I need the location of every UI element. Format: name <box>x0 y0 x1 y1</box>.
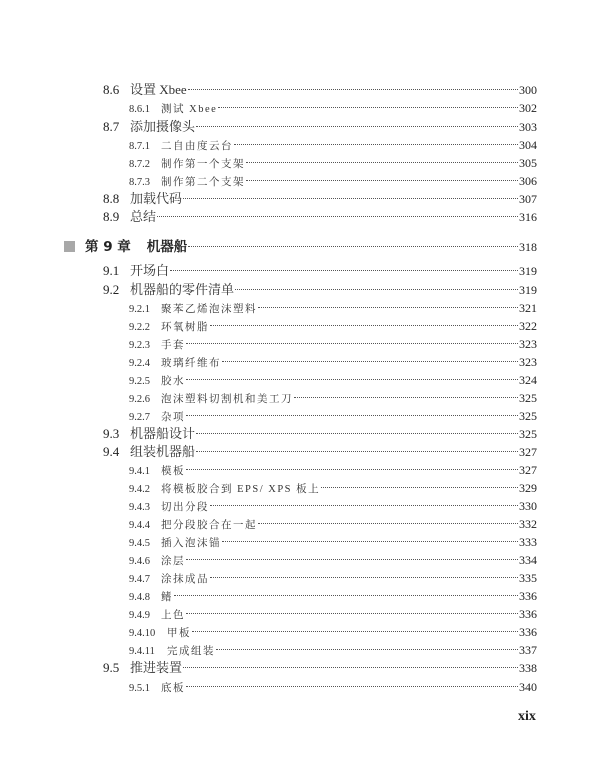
page-number: 327 <box>519 445 537 459</box>
dot-leader <box>235 289 518 290</box>
page-number: 306 <box>519 174 537 188</box>
page-number: 336 <box>519 589 537 603</box>
toc-entry-9-2-2[interactable] <box>129 317 537 335</box>
page-folio: xix <box>518 709 536 724</box>
toc-chapter-9[interactable] <box>64 236 537 258</box>
page-number: 332 <box>519 517 537 531</box>
section-number: 8.7.1 <box>129 141 150 152</box>
section-number: 9.4.11 <box>129 646 155 657</box>
dot-leader <box>183 667 518 668</box>
section-title: 组装机器船 <box>130 444 196 459</box>
section-number: 9.1 <box>103 263 120 278</box>
section-title: 环氧树脂 <box>161 322 209 333</box>
toc-entry-9-4[interactable] <box>103 443 537 461</box>
toc-entry-9-4-7[interactable] <box>129 569 537 587</box>
toc-entry-8-7[interactable] <box>103 118 537 136</box>
dot-leader <box>174 595 518 596</box>
toc-entry-9-4-11[interactable] <box>129 641 537 659</box>
dot-leader <box>210 505 518 506</box>
toc-entry-9-4-1[interactable] <box>129 461 537 479</box>
section-title: 把分段胶合在一起 <box>161 520 257 531</box>
toc-entry-9-4-10[interactable] <box>129 623 537 641</box>
section-number: 9.4.7 <box>129 574 150 585</box>
section-number: 9.2.4 <box>129 358 150 369</box>
page-number: 340 <box>519 680 537 694</box>
page-number: 325 <box>519 427 537 441</box>
toc-entry-9-4-3[interactable] <box>129 497 537 515</box>
page-number: 321 <box>519 301 537 315</box>
section-number: 9.4.3 <box>129 502 150 513</box>
page-number: 325 <box>519 409 537 423</box>
toc-entry-9-2-4[interactable] <box>129 353 537 371</box>
dot-leader <box>170 270 518 271</box>
section-number: 8.7.2 <box>129 159 150 170</box>
section-number: 9.3 <box>103 426 120 441</box>
page-number: 322 <box>519 319 537 333</box>
dot-leader <box>258 307 518 308</box>
dot-leader <box>186 686 518 687</box>
section-title: 泡沫塑料切割机和美工刀 <box>161 394 293 405</box>
section-number: 8.8 <box>103 191 120 206</box>
section-title: 机器船的零件清单 <box>130 282 235 297</box>
dot-leader <box>210 325 518 326</box>
dot-leader <box>192 631 518 632</box>
page-number: 307 <box>519 192 537 206</box>
toc-entry-8-7-3[interactable] <box>129 172 537 190</box>
toc-entry-8-9[interactable] <box>103 208 537 226</box>
section-title: 总结 <box>130 209 157 224</box>
section-number: 8.6 <box>103 82 120 97</box>
section-title: 手套 <box>161 340 185 351</box>
section-number: 9.4.6 <box>129 556 150 567</box>
chapter-number: 第 9 章 <box>85 239 131 255</box>
page-number: 325 <box>519 391 537 405</box>
section-title: 开场白 <box>130 263 170 278</box>
page-number: 336 <box>519 607 537 621</box>
section-title: 制作第二个支架 <box>161 177 245 188</box>
section-title: 模板 <box>161 466 185 477</box>
section-title: 测试 Xbee <box>161 104 218 115</box>
section-number: 9.2.6 <box>129 394 150 405</box>
section-number: 9.2.3 <box>129 340 150 351</box>
dot-leader <box>188 89 518 90</box>
page-number: 303 <box>519 120 537 134</box>
section-number: 9.2.5 <box>129 376 150 387</box>
section-title: 添加摄像头 <box>130 119 196 134</box>
toc-entry-9-2-3[interactable] <box>129 335 537 353</box>
dot-leader <box>186 469 518 470</box>
page-number: 330 <box>519 499 537 513</box>
section-title: 插入泡沫锚 <box>161 538 221 549</box>
toc-entry-9-4-2[interactable] <box>129 479 537 497</box>
page-number: 329 <box>519 481 537 495</box>
section-number: 9.4.9 <box>129 610 150 621</box>
section-title: 二自由度云台 <box>161 141 233 152</box>
section-number: 9.4.10 <box>129 628 156 639</box>
page-number: 318 <box>519 240 537 254</box>
toc-entry-9-3[interactable] <box>103 425 537 443</box>
dot-leader <box>258 523 518 524</box>
section-number: 9.4.4 <box>129 520 150 531</box>
page-number: 323 <box>519 355 537 369</box>
dot-leader <box>234 144 518 145</box>
dot-leader <box>196 433 518 434</box>
section-number: 9.4.1 <box>129 466 150 477</box>
dot-leader <box>157 216 518 217</box>
toc-entry-8-8[interactable] <box>103 190 537 208</box>
page-number: 335 <box>519 571 537 585</box>
section-number: 8.9 <box>103 209 120 224</box>
section-number: 8.7 <box>103 119 120 134</box>
section-number: 9.4.5 <box>129 538 150 549</box>
section-number: 9.2.7 <box>129 412 150 423</box>
toc-entry-8-7-1[interactable] <box>129 136 537 154</box>
dot-leader <box>218 107 518 108</box>
section-title: 切出分段 <box>161 502 209 513</box>
toc-entry-9-4-9[interactable] <box>129 605 537 623</box>
section-title: 机器船设计 <box>130 426 196 441</box>
section-title: 玻璃纤维布 <box>161 358 221 369</box>
toc-entry-9-4-8[interactable] <box>129 587 537 605</box>
section-title: 完成组装 <box>167 646 215 657</box>
section-title: 推进装置 <box>130 660 183 675</box>
toc-entry-9-4-5[interactable] <box>129 533 537 551</box>
dot-leader <box>210 577 518 578</box>
toc-entry-9-2-6[interactable] <box>129 389 537 407</box>
toc-entry-9-4-4[interactable] <box>129 515 537 533</box>
page-number: 327 <box>519 463 537 477</box>
page-number: 324 <box>519 373 537 387</box>
section-title: 聚苯乙烯泡沫塑料 <box>161 304 257 315</box>
dot-leader <box>216 649 518 650</box>
page-number: 319 <box>519 283 537 297</box>
page-number: 305 <box>519 156 537 170</box>
page-number: 319 <box>519 264 537 278</box>
dot-leader <box>222 541 518 542</box>
dot-leader <box>188 246 518 247</box>
dot-leader <box>294 397 518 398</box>
section-number: 9.5.1 <box>129 683 150 694</box>
page-number: 336 <box>519 625 537 639</box>
page-number: 300 <box>519 83 537 97</box>
page-number: 316 <box>519 210 537 224</box>
section-title: 将模板胶合到 EPS/ XPS 板上 <box>161 484 321 495</box>
page-number: 337 <box>519 643 537 657</box>
section-title: 底板 <box>161 683 185 694</box>
page-number: 333 <box>519 535 537 549</box>
section-title: 杂项 <box>161 412 185 423</box>
section-title: 制作第一个支架 <box>161 159 245 170</box>
section-number: 9.2.2 <box>129 322 150 333</box>
toc-entry-8-6-1[interactable] <box>129 99 537 117</box>
toc-entry-9-2[interactable] <box>103 281 537 299</box>
toc-entry-8-6[interactable] <box>103 81 537 99</box>
toc-entry-9-5[interactable] <box>103 659 537 677</box>
chapter-marker-icon <box>64 241 75 252</box>
page-number: 323 <box>519 337 537 351</box>
dot-leader <box>246 162 518 163</box>
dot-leader <box>321 487 518 488</box>
section-number: 8.6.1 <box>129 104 150 115</box>
section-number: 9.4.8 <box>129 592 150 603</box>
dot-leader <box>186 379 518 380</box>
section-title: 胶水 <box>161 376 185 387</box>
section-title: 涂层 <box>161 556 185 567</box>
section-number: 9.2 <box>103 282 120 297</box>
section-title: 加载代码 <box>130 191 183 206</box>
section-title: 涂抹成品 <box>161 574 209 585</box>
section-title: 设置 Xbee <box>130 82 187 97</box>
section-number: 9.4.2 <box>129 484 150 495</box>
toc-entry-9-2-7[interactable] <box>129 407 537 425</box>
dot-leader <box>246 180 518 181</box>
dot-leader <box>186 559 518 560</box>
toc-entry-9-1[interactable] <box>103 262 537 280</box>
page-number: 302 <box>519 101 537 115</box>
toc-entry-9-2-1[interactable] <box>129 299 537 317</box>
toc-entry-9-4-6[interactable] <box>129 551 537 569</box>
dot-leader <box>222 361 518 362</box>
toc-entry-9-2-5[interactable] <box>129 371 537 389</box>
toc-entry-9-5-1[interactable] <box>129 678 537 696</box>
dot-leader <box>183 198 518 199</box>
chapter-title: 机器船 <box>146 239 188 255</box>
section-title: 鳍 <box>161 592 173 603</box>
dot-leader <box>196 126 518 127</box>
toc-entry-8-7-2[interactable] <box>129 154 537 172</box>
dot-leader <box>186 613 518 614</box>
dot-leader <box>186 415 518 416</box>
page-number: 334 <box>519 553 537 567</box>
page-number: 338 <box>519 661 537 675</box>
dot-leader <box>186 343 518 344</box>
section-number: 9.4 <box>103 444 120 459</box>
section-number: 8.7.3 <box>129 177 150 188</box>
section-title: 甲板 <box>167 628 191 639</box>
section-title: 上色 <box>161 610 185 621</box>
dot-leader <box>196 451 518 452</box>
page-number: 304 <box>519 138 537 152</box>
section-number: 9.5 <box>103 660 120 675</box>
section-number: 9.2.1 <box>129 304 150 315</box>
